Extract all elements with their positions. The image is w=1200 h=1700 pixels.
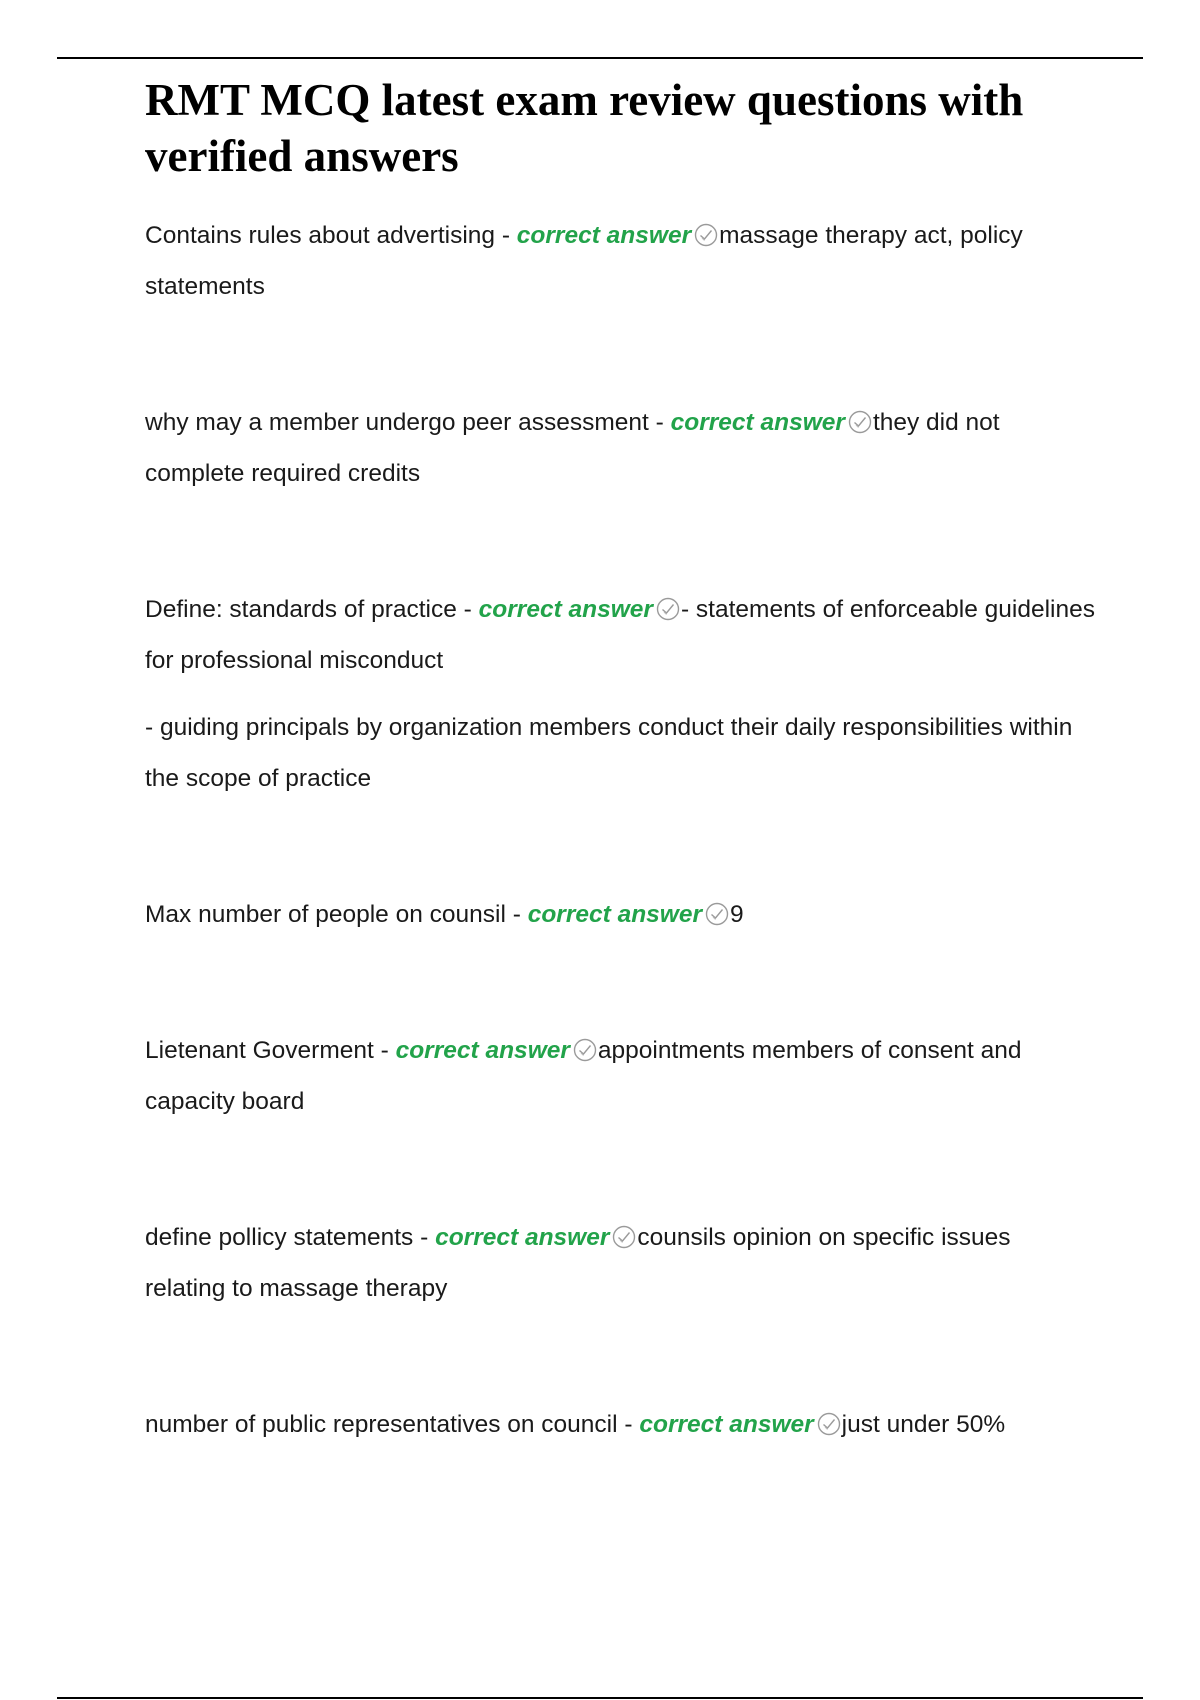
separator: - <box>617 1411 640 1438</box>
qa-item <box>145 210 1095 312</box>
separator: - <box>505 901 528 928</box>
document-title: RMT MCQ latest exam review questions with verified answers <box>145 75 1024 181</box>
answer-text: massage therapy act, policy statements <box>145 222 1023 300</box>
answer-text: they did not complete required credits <box>145 409 1000 487</box>
correct-answer-label: correct answer <box>516 222 692 249</box>
check-circle-icon <box>694 223 718 247</box>
correct-answer-label: correct answer <box>435 1224 610 1251</box>
correct-answer-label: correct answer <box>395 1037 570 1064</box>
question-text: Max number of people on counsil <box>145 901 506 928</box>
separator: - <box>495 222 517 249</box>
question-text: why may a member undergo peer assessment <box>145 409 649 436</box>
qa-item <box>145 397 1095 499</box>
correct-answer-label: correct answer <box>670 409 845 436</box>
question-text: Define: standards of practice <box>145 596 457 623</box>
question-text: Lietenant Goverment <box>145 1037 374 1064</box>
check-circle-icon <box>705 902 729 926</box>
qa-item <box>145 1399 1095 1450</box>
separator: - <box>456 596 479 623</box>
separator: - <box>413 1224 436 1251</box>
check-circle-icon <box>612 1225 636 1249</box>
top-rule <box>57 57 1143 59</box>
check-circle-icon <box>817 1412 841 1436</box>
answer-text: 9 <box>730 901 744 928</box>
qa-item <box>145 1025 1095 1127</box>
separator: - <box>648 409 671 436</box>
answer-text: just under 50% <box>841 1411 1006 1438</box>
question-text: number of public representatives on council <box>145 1411 618 1438</box>
correct-answer-label: correct answer <box>527 901 703 928</box>
check-circle-icon <box>848 410 872 434</box>
qa-item <box>145 1212 1095 1314</box>
qa-item <box>145 584 1095 686</box>
question-text: define pollicy statements <box>145 1224 414 1251</box>
answer-text: appointments members of consent and capacity board <box>145 1037 1022 1115</box>
bottom-rule <box>57 1697 1143 1699</box>
answer-text: counsils opinion on specific issues relating to massage therapy <box>145 1224 1011 1302</box>
correct-answer-label: correct answer <box>478 596 653 623</box>
document-page <box>145 72 1095 1450</box>
separator: - <box>373 1037 396 1064</box>
answer-text: - statements of enforceable guidelines for professional misconduct <box>145 596 1095 674</box>
check-circle-icon <box>656 597 680 621</box>
qa-item <box>145 889 1095 940</box>
check-circle-icon <box>573 1038 597 1062</box>
question-text: Contains rules about advertising <box>145 222 496 249</box>
correct-answer-label: correct answer <box>639 1411 814 1438</box>
answer-continuation: - guiding principals by organization members conduct their daily responsibilities within the scope of practice <box>145 714 1073 792</box>
